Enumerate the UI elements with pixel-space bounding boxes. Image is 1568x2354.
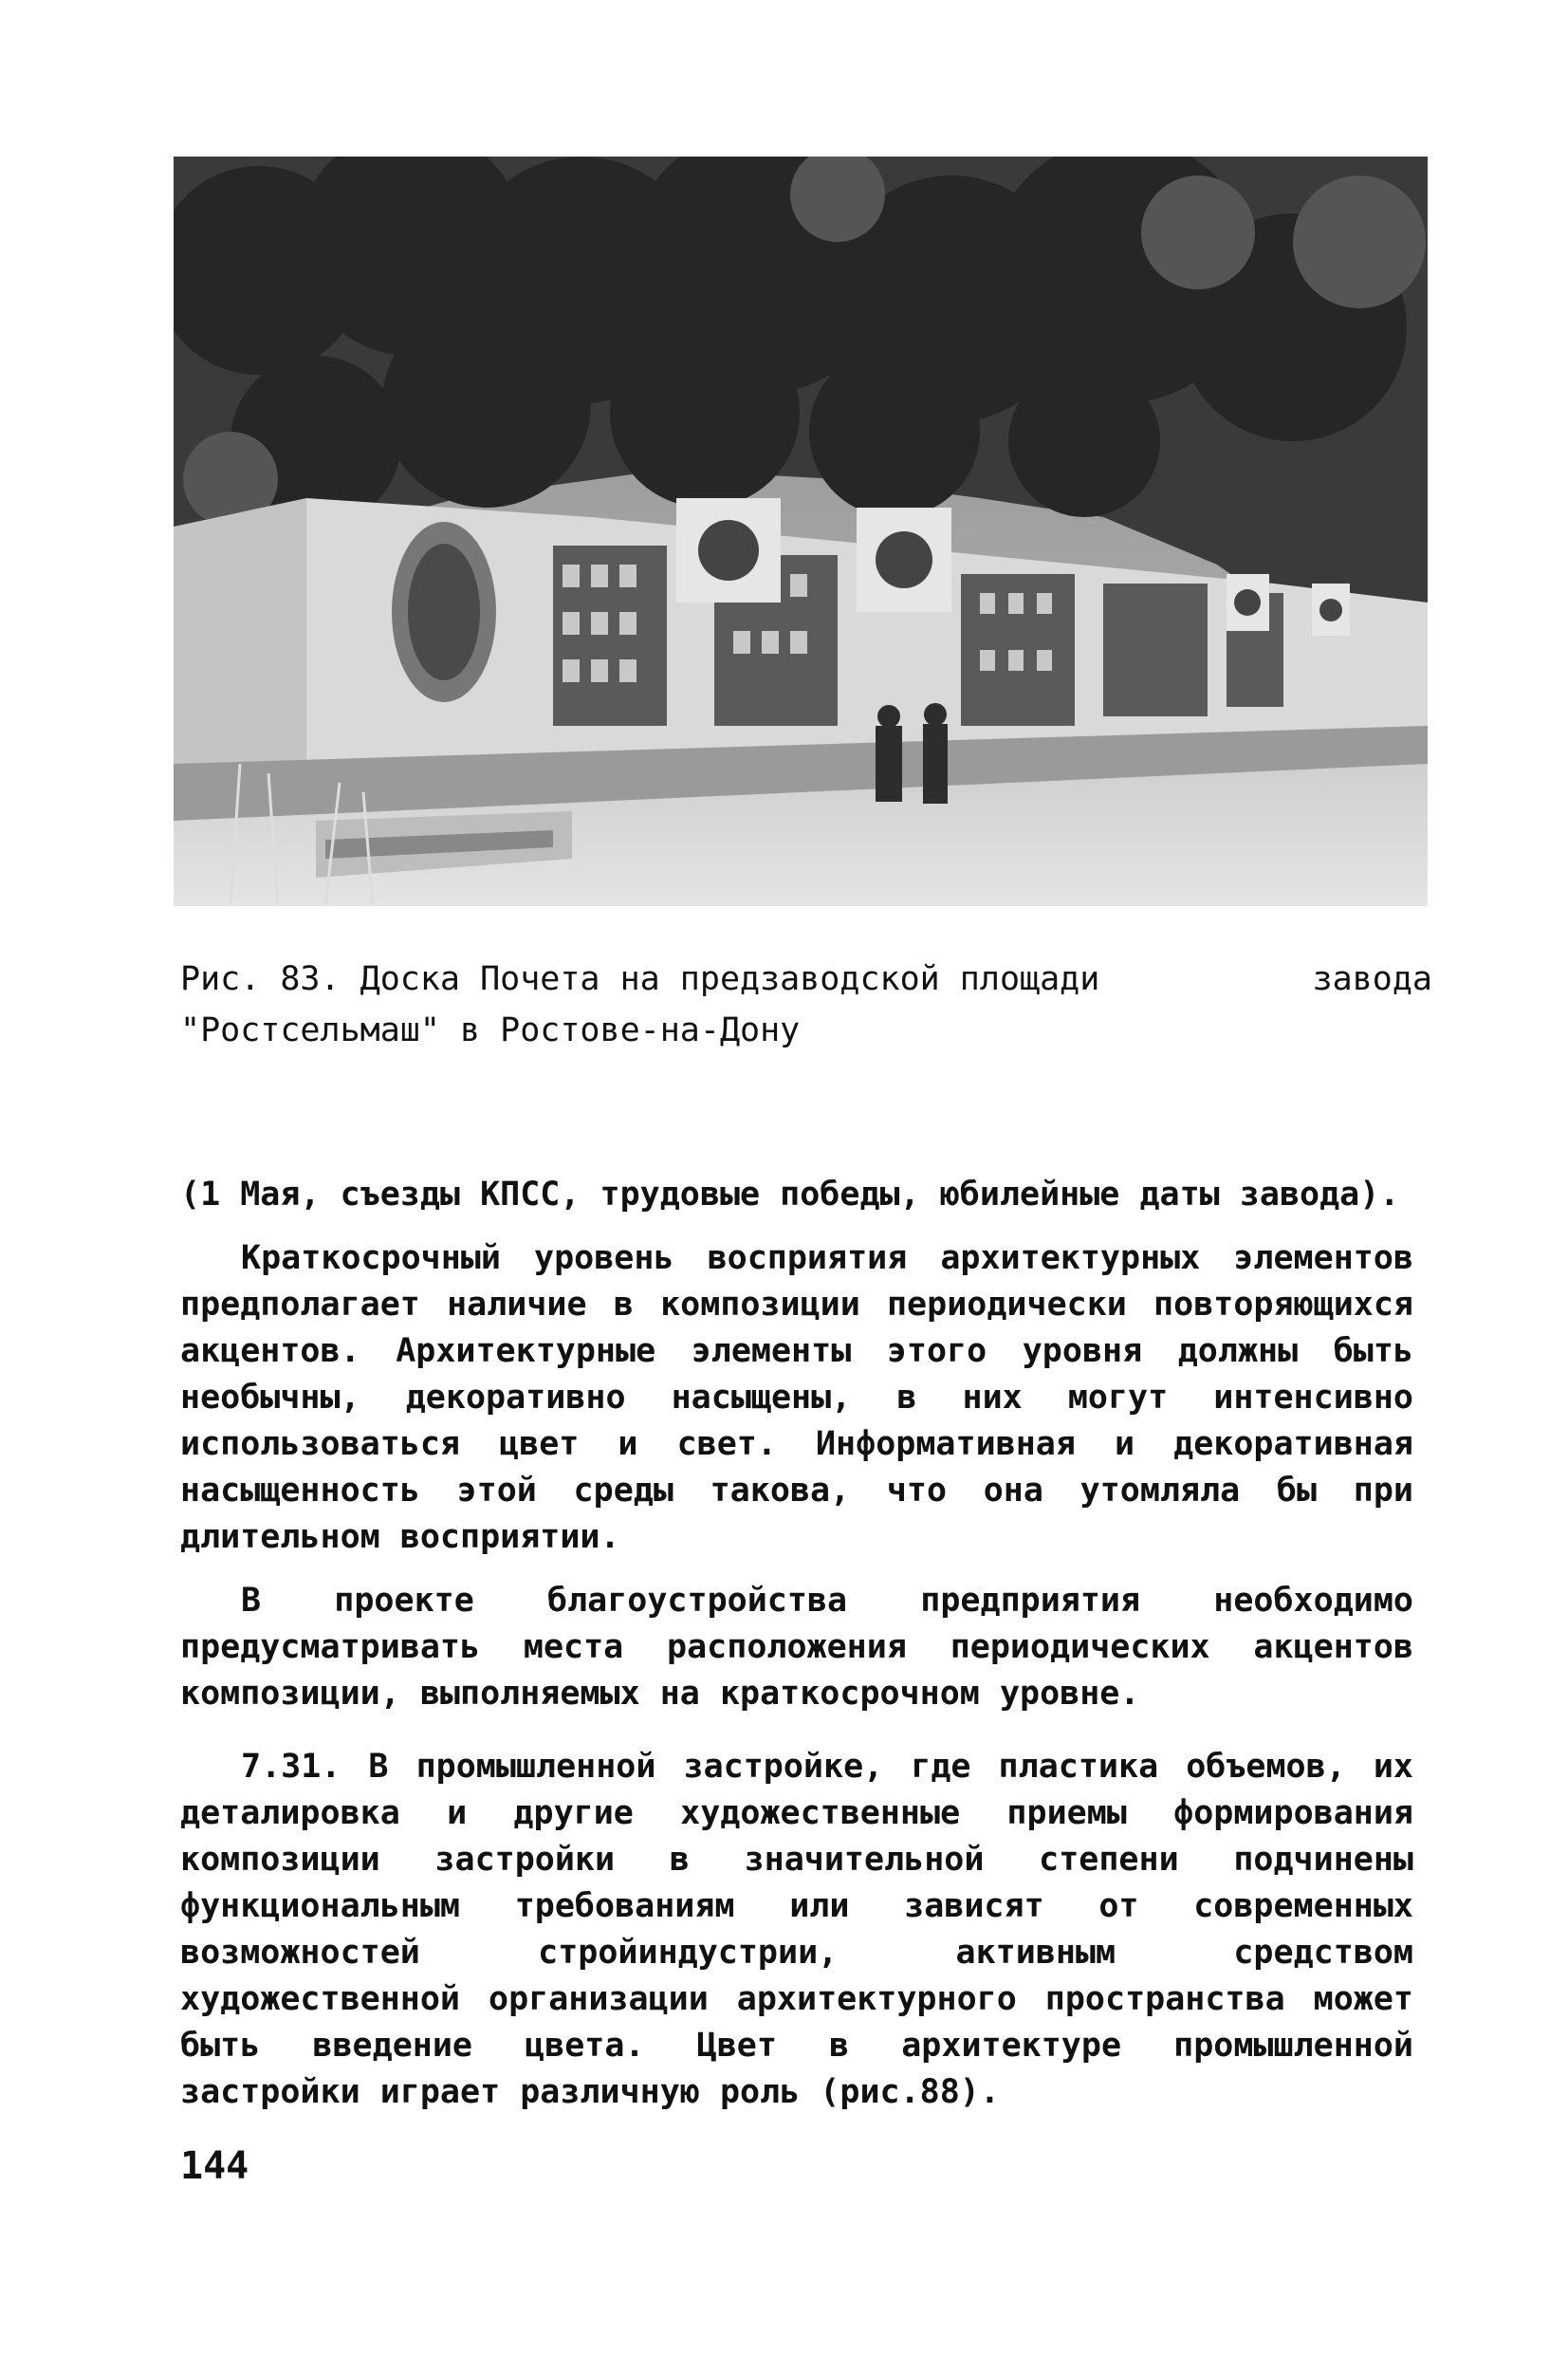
honor-board-photo [174, 157, 1428, 906]
caption-line-2: "Ростсельмаш" в Ростове-на-Дону [180, 1011, 801, 1049]
paragraph-short-term-level: Краткосрочный уровень восприятия архитектурных элементов предполагает наличие в композиции периодически повторяющихся акцентов. Архитектурные элементы этого уровня должны быть необычны, декоративно насыщены, в них могут интенсивно использоваться цвет и свет. Информативная и декоративная насыщенность этой среды такова, что она утомляла бы при длительном восприятии. [180, 1239, 1413, 1556]
paragraph-continuation: (1 Мая, съезды КПСС, трудовые победы, юбилейные даты завода). [180, 1176, 1400, 1214]
paragraph-project: В проекте благоустройства предприятия необходимо предусматривать места расположения периодических акцентов композиции, выполняемых на краткосрочном уровне. [180, 1582, 1413, 1713]
caption-right: завода [1312, 960, 1432, 998]
caption-left: Рис. 83. Доска Почета на предзаводской площади [180, 960, 1100, 998]
body-text [180, 1172, 1413, 2133]
figure-caption [180, 954, 1432, 1056]
paragraph-section-7-31: 7.31. В промышленной застройке, где пластика объемов, их деталировка и другие художественные приемы формирования композиции застройки в значительной степени подчинены функциональным требованиям или зависят от современных возможностей стройиндустрии, активным средством художественной организации архитектурного пространства может быть введение цвета. Цвет в архитектуре промышленной застройки играет различную роль (рис.88). [180, 1748, 1413, 2111]
figure-photo [174, 157, 1428, 906]
page-number: 144 [180, 2144, 249, 2188]
caption-line-1 [180, 954, 1432, 1005]
